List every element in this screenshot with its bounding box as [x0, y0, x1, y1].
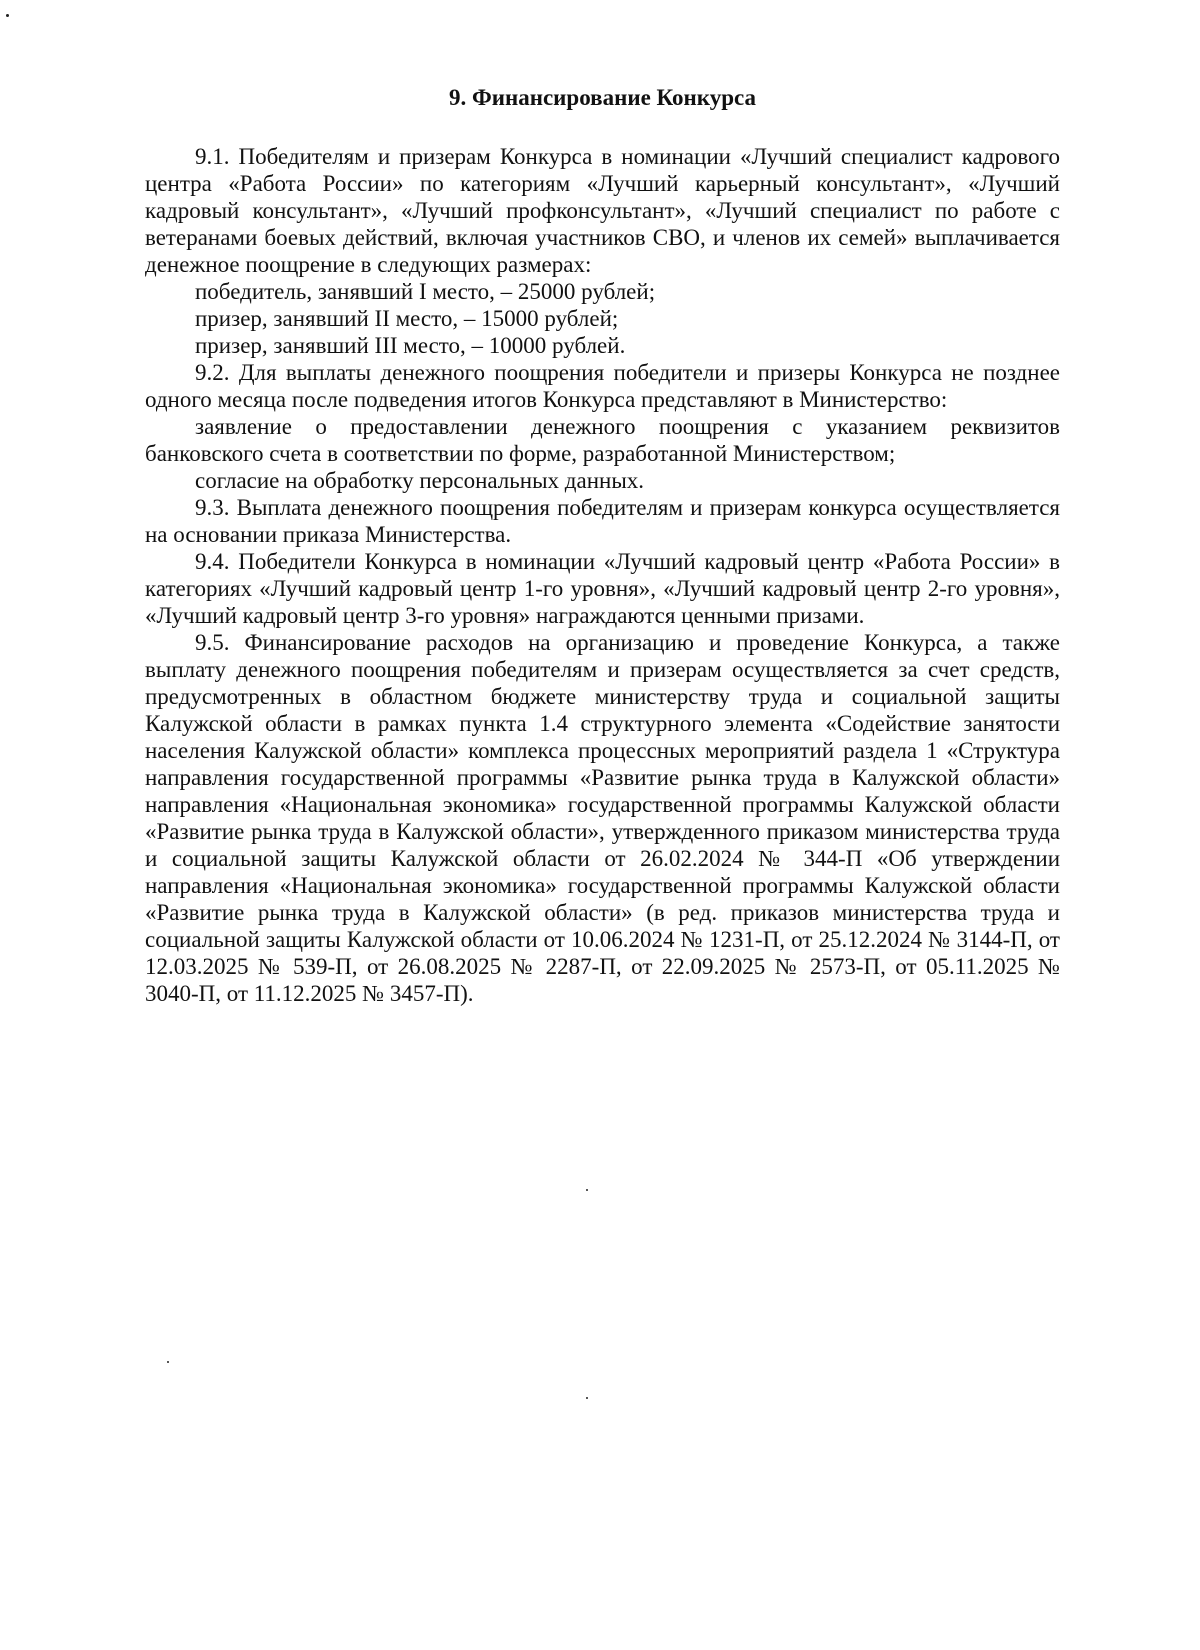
prize-item-first: победитель, занявший I место, – 25000 рублей; [195, 279, 656, 304]
scan-speck [586, 1189, 588, 1191]
document-item-consent: согласие на обработку персональных данных. [195, 468, 645, 493]
paragraph-9-4: 9.4. Победители Конкурса в номинации «Лучший кадровый центр «Работа России» в категориях «Лучший кадровый центр 1-го уровня», «Лучший кадровый центр 2-го уровня», «Лучший кадровый центр 3-го уровня» награждаются ценными призами. [145, 549, 1060, 628]
scan-speck [6, 14, 9, 17]
scan-speck [167, 1361, 169, 1363]
paragraph-9-1: 9.1. Победителям и призерам Конкурса в номинации «Лучший специалист кадрового центра «Работа России» по категориям «Лучший карьерный консультант», «Лучший кадровый консультант», «Лучший профконсультант», «Лучший специалист по работе с ветеранами боевых действий, включая участников СВО, и членов их семей» выплачивается денежное поощрение в следующих размерах: [145, 144, 1060, 277]
paragraph-9-3: 9.3. Выплата денежного поощрения победителям и призерам конкурса осуществляется на основании приказа Министерства. [145, 495, 1060, 547]
paragraph-9-2: 9.2. Для выплаты денежного поощрения победители и призеры Конкурса не позднее одного месяца после подведения итогов Конкурса представляют в Министерство: [145, 360, 1060, 412]
scan-speck [586, 1397, 588, 1399]
paragraph-9-5: 9.5. Финансирование расходов на организацию и проведение Конкурса, а также выплату денежного поощрения победителям и призерам осуществляется за счет средств, предусмотренных в областном бюджете министерству труда и социальной защиты Калужской области в рамках пункта 1.4 структурного элемента «Содействие занятости населения Калужской области» комплекса процессных мероприятий раздела 1 «Структура направления государственной программы «Развитие рынка труда в Калужской области» направления «Национальная экономика» государственной программы Калужской области «Развитие рынка труда в Калужской области», утвержденного приказом министерства труда и социальной защиты Калужской области от 26.02.2024 № 344-П «Об утверждении направления «Национальная экономика» государственной программы Калужской области «Развитие рынка труда в Калужской области» (в ред. приказов министерства труда и социальной защиты Калужской области от 10.06.2024 № 1231-П, от 25.12.2024 № 3144-П, от 12.03.2025 № 539-П, от 26.08.2025 № 2287-П, от 22.09.2025 № 2573-П, от 05.11.2025 № 3040-П, от 11.12.2025 № 3457-П). [145, 630, 1060, 1006]
section-heading: 9. Финансирование Конкурса [448, 85, 757, 110]
document-item-application: заявление о предоставлении денежного поощрения с указанием реквизитов банковского счета в соответствии по форме, разработанной Министерством; [145, 414, 1060, 466]
prize-item-second: призер, занявший II место, – 15000 рублей; [195, 306, 619, 331]
prize-item-third: призер, занявший III место, – 10000 рублей. [195, 333, 626, 358]
section-body [145, 143, 1060, 1007]
